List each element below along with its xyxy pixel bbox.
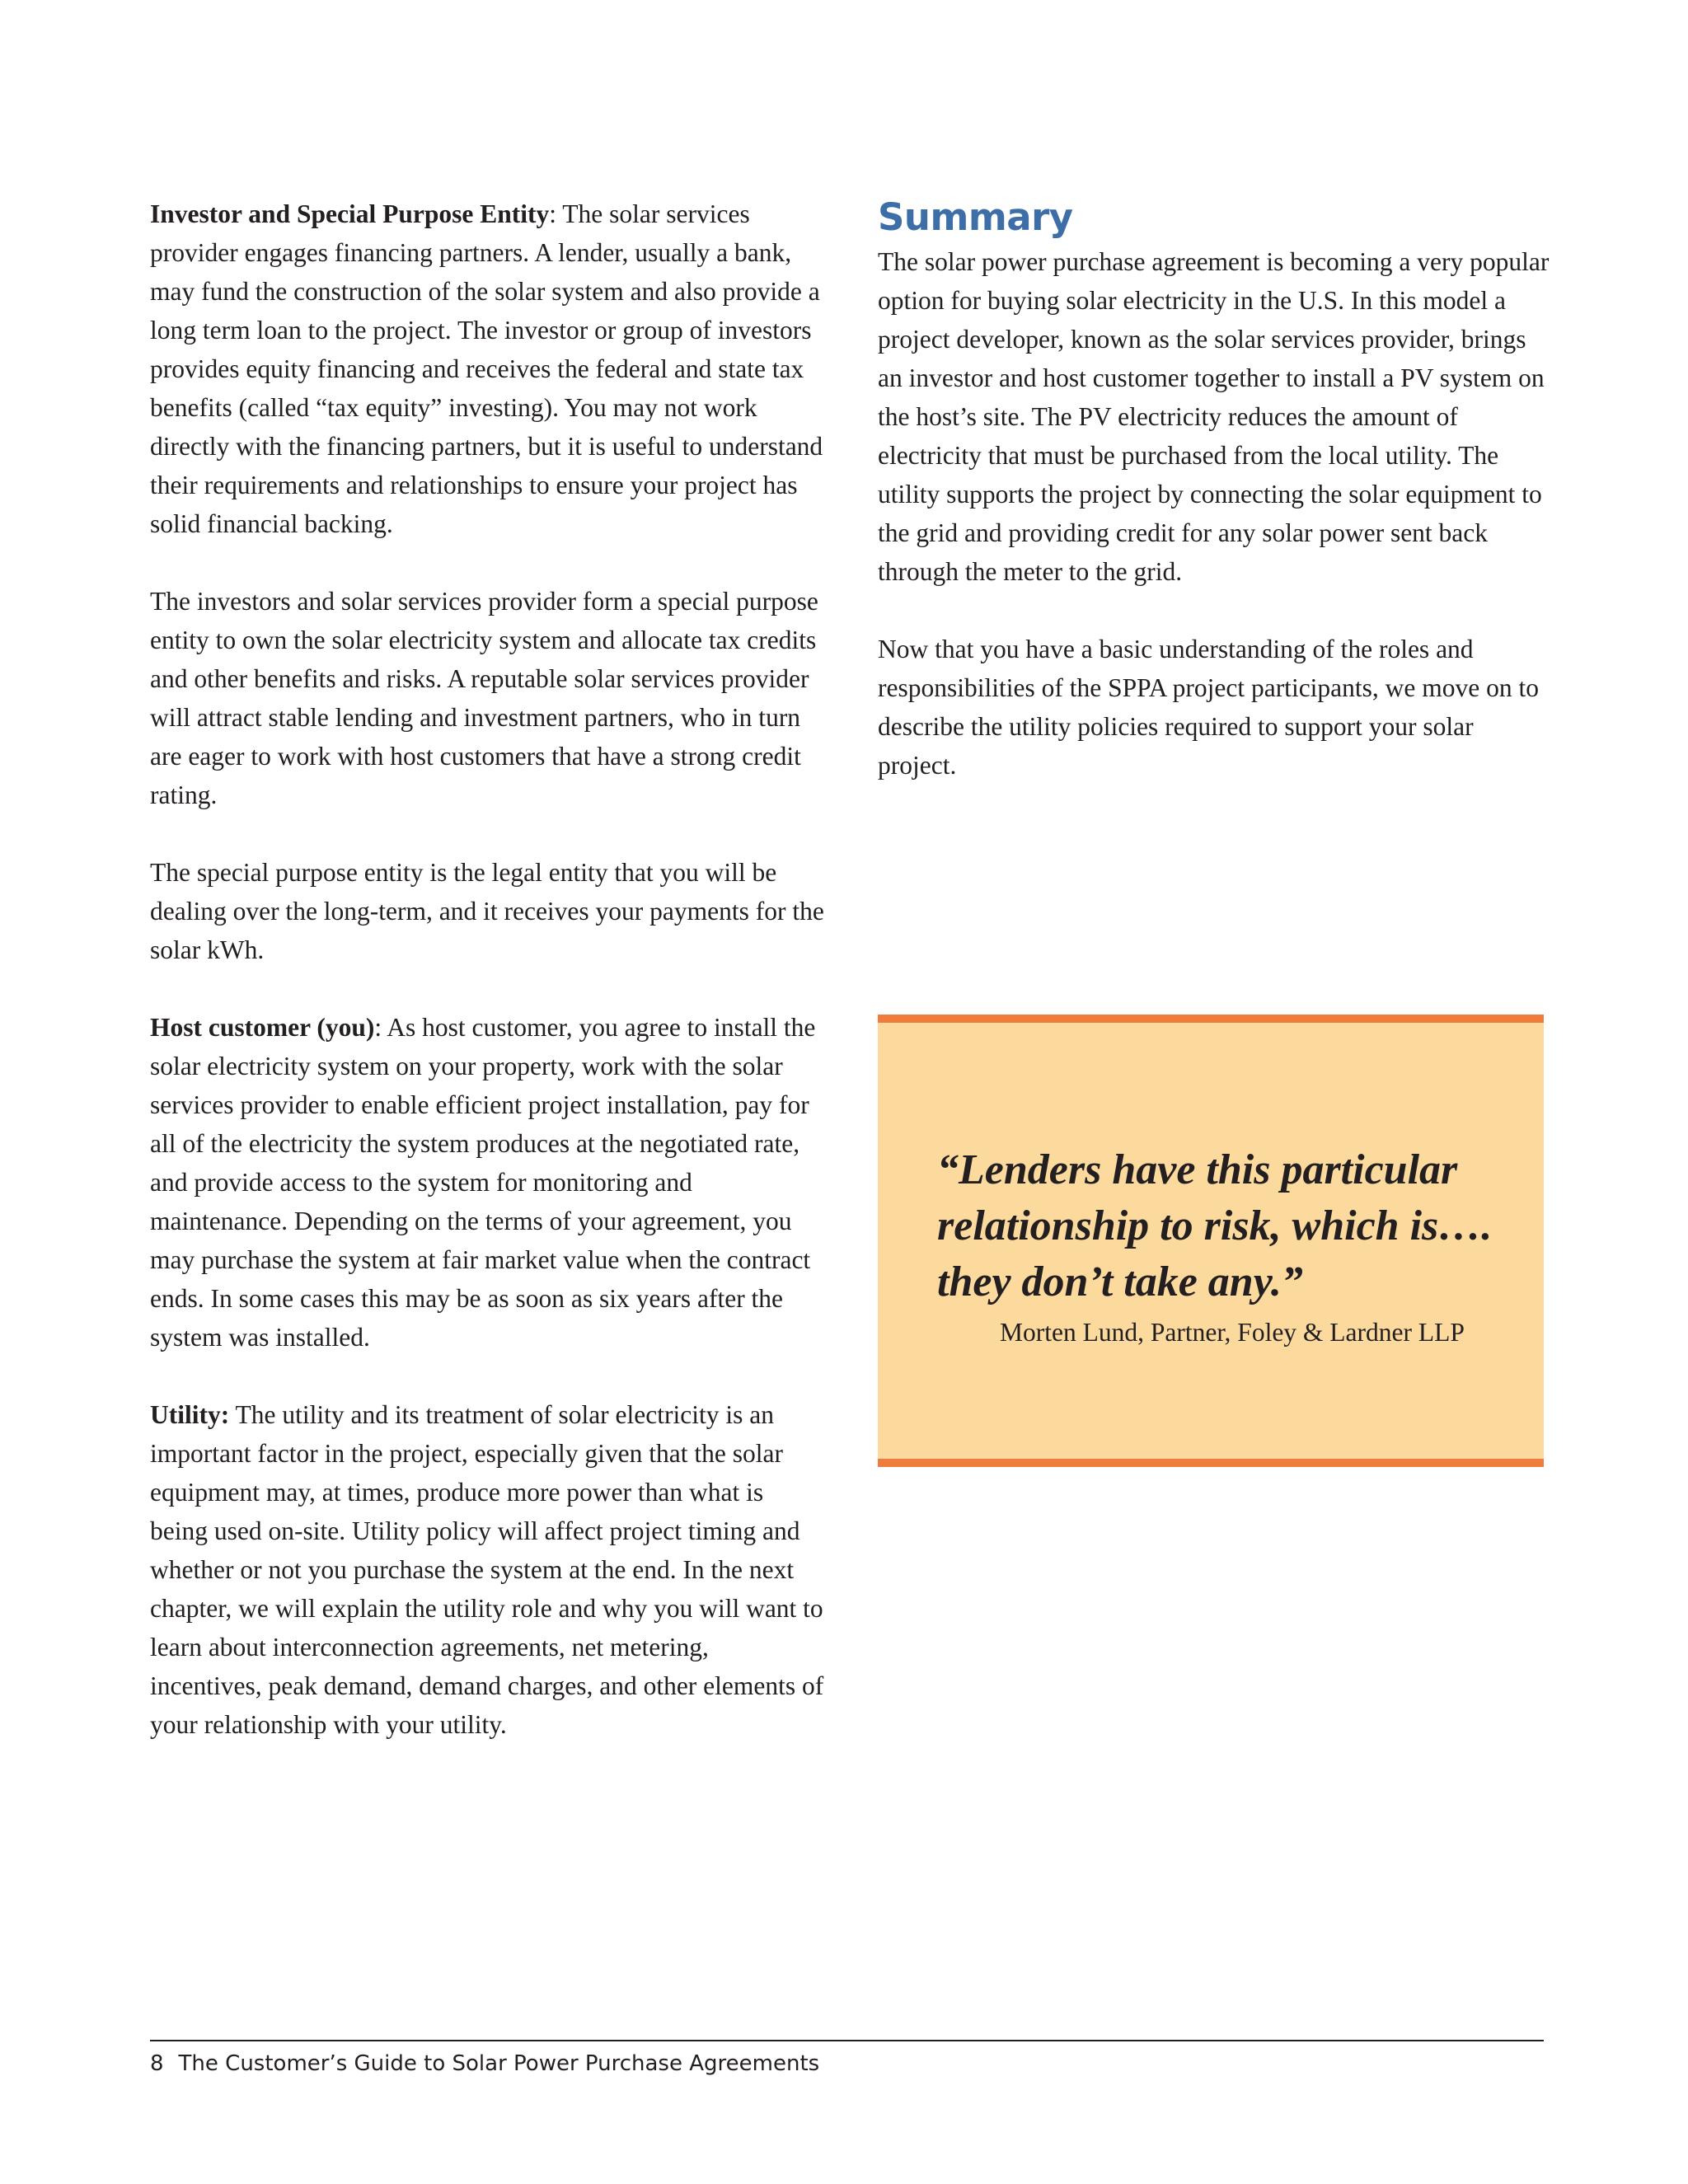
paragraph-utility [150, 1395, 826, 1744]
pull-quote-box [878, 1015, 1544, 1467]
paragraph-host-customer [150, 1008, 826, 1357]
paragraph-text: : As host customer, you agree to install the solar electricity system on your property, work with the solar services provider to enable efficient project installation, pay for all of the electricity the system produces at the negotiated rate, and provide access to the system for monitoring and maintenance. Depending on the terms of your agreement, you may purchase the system at fair market value when the contract ends. In some cases this may be as soon as six years after the system was installed. [150, 1013, 816, 1352]
summary-paragraph-1: The solar power purchase agreement is becoming a very popular option for buying solar electricity in the U.S. In this model a project developer, known as the solar services provider, brings an investor and host customer together to install a PV system on the host’s site. The PV electricity reduces the amount of electricity that must be purchased from the local utility. The utility supports the project by connecting the solar equipment to the grid and providing credit for any solar power sent back through the meter to the grid. [878, 247, 1550, 586]
footer-divider [150, 2040, 1544, 2041]
paragraph-legal-entity [150, 853, 826, 969]
footer-title: The Customer’s Guide to Solar Power Purchase Agreements [178, 2051, 820, 2076]
paragraph-text: : The solar services provider engages financing partners. A lender, usually a bank, may fund the construction of the solar system and also provide a long term loan to the project. The investor or group of investors provides equity financing and receives the federal and state tax benefits (called “tax equity” investing). You may not work directly with the financing partners, but it is useful to understand their requirements and relationships to ensure your project has solid financial backing. [150, 199, 823, 538]
page-footer [150, 2050, 819, 2078]
paragraph-special-purpose-entity [150, 582, 826, 814]
page-number: 8 [150, 2051, 164, 2076]
left-column [150, 194, 826, 1783]
pull-quote-text: “Lenders have this particular relationship to risk, which is…. they don’t take any.” [937, 1146, 1493, 1305]
pull-quote-attribution: Morten Lund, Partner, Foley & Lardner LLP [1000, 1318, 1465, 1347]
paragraph-lead: Utility: [150, 1400, 230, 1429]
paragraph-lead: Host customer (you) [150, 1013, 375, 1042]
paragraph-text: The special purpose entity is the legal entity that you will be dealing over the long-term, and it receives your payments for the solar kWh. [150, 858, 824, 964]
paragraph-text: The utility and its treatment of solar electricity is an important factor in the project, especially given that the solar equipment may, at times, produce more power than what is being used on-site. Utility policy will affect project timing and whether or not you purchase the system at the end. In the next chapter, we will explain the utility role and why you will want to learn about interconnection agreements, net metering, incentives, peak demand, demand charges, and other elements of your relationship with your utility. [150, 1400, 824, 1739]
paragraph-investor [150, 194, 826, 543]
summary-heading: Summary [878, 195, 1073, 239]
paragraph-text: The investors and solar services provider form a special purpose entity to own the solar electricity system and allocate tax credits and other benefits and risks. A reputable solar services provider will attract stable lending and investment partners, who in turn are eager to work with host customers that have a strong credit rating. [150, 587, 818, 809]
summary-paragraph-2: Now that you have a basic understanding of the roles and responsibilities of the SPPA project participants, we move on to describe the utility policies required to support your solar project. [878, 635, 1540, 780]
paragraph-lead: Investor and Special Purpose Entity [150, 199, 550, 228]
right-column [878, 194, 1554, 823]
